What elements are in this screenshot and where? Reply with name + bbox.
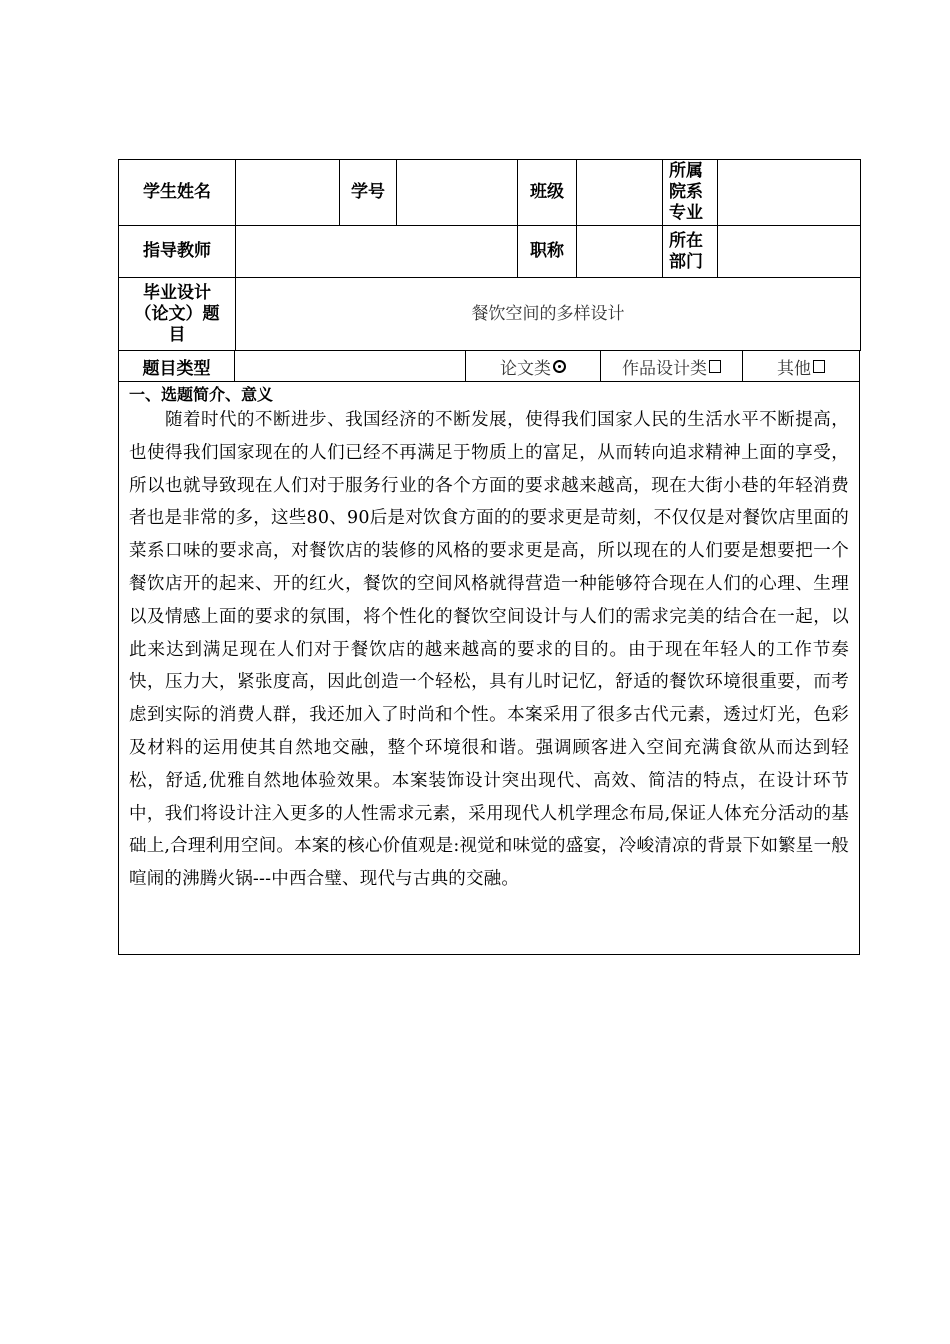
title-rank-label: 职称 [518,226,577,278]
checkbox-empty-icon[interactable] [709,360,721,373]
topic-type-row [118,351,860,382]
type-option-thesis-label: 论文类 [500,358,551,379]
student-name-label: 学生姓名 [119,160,236,226]
topic-type-label: 题目类型 [119,351,235,381]
topic-label: 毕业设计（论文）题目 [119,278,236,351]
student-name-field[interactable] [236,160,340,226]
type-option-thesis[interactable] [466,351,601,381]
radio-selected-icon[interactable] [553,360,566,373]
student-id-label: 学号 [340,160,397,226]
unit-label: 所在部门 [663,226,718,278]
section-title: 一、选题简介、意义 [129,385,274,404]
advisor-field[interactable] [236,226,518,278]
info-row-topic [119,278,861,351]
info-table [118,159,861,351]
checkbox-empty-icon[interactable] [813,360,825,373]
student-id-field[interactable] [397,160,518,226]
section-body: 随着时代的不断进步、我国经济的不断发展，使得我们国家人民的生活水平不断提高，也使得我们国家现在的人们已经不再满足于物质上的富足，从而转向追求精神上面的享受，所以也就导致现在人们对于服务行业的各个方面的要求越来越高，现在大街小巷的年轻消费者也是非常的多，这些80、90后是对饮食方面的的要求更是苛刻，不仅仅是对餐饮店里面的菜系口味的要求高，对餐饮店的装修的风格的要求更是高，所以现在的人们要是想要把一个餐饮店开的起来、开的红火，餐饮的空间风格就得营造一种能够符合现在人们的心理、生理以及情感上面的要求的氛围，将个性化的餐饮空间设计与人们的需求完美的结合在一起，以此来达到满足现在人们对于餐饮店的越来越高的要求的目的。由于现在年轻人的工作节奏快，压力大，紧张度高，因此创造一个轻松，具有儿时记忆，舒适的餐饮环境很重要，而考虑到实际的消费人群，我还加入了时尚和个性。本案采用了很多古代元素，透过灯光，色彩及材料的运用使其自然地交融，整个环境很和谐。强调顾客进入空间充满食欲从而达到轻松，舒适,优雅自然地体验效果。本案装饰设计突出现代、高效、简洁的特点，在设计环节中，我们将设计注入更多的人性需求元素，采用现代人机学理念布局,保证人体充分活动的基础上,合理利用空间。本案的核心价值观是:视觉和味觉的盛宴，冷峻清凉的背景下如繁星一般喧闹的沸腾火锅---中西合璧、现代与古典的交融。 [129,410,849,890]
class-label: 班级 [518,160,577,226]
department-label: 所属院系专业 [663,160,718,226]
info-row-advisor [119,226,861,278]
advisor-label: 指导教师 [119,226,236,278]
unit-field[interactable] [718,226,861,278]
type-option-design-label: 作品设计类 [622,358,707,379]
type-option-design[interactable] [601,351,743,381]
title-rank-field[interactable] [577,226,663,278]
type-option-other-label: 其他 [777,358,811,379]
class-field[interactable] [577,160,663,226]
type-option-other[interactable] [743,351,859,381]
topic-type-blank [235,351,466,381]
introduction-section [118,382,860,955]
topic-field[interactable]: 餐饮空间的多样设计 [236,278,861,351]
thesis-proposal-form [118,159,860,955]
department-field[interactable] [718,160,861,226]
info-row-student [119,160,861,226]
